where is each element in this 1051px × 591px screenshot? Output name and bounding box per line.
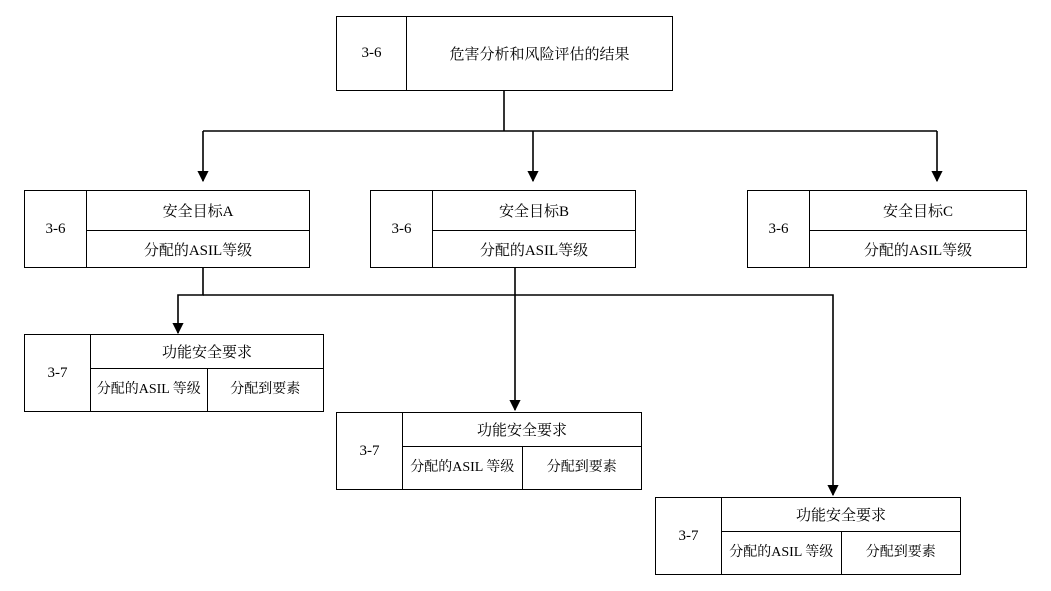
node-title: 危害分析和风险评估的结果 (449, 47, 630, 63)
node-id-cell: 3-7 (656, 498, 722, 574)
node-id-cell: 3-7 (25, 335, 91, 411)
node-asil-cell: 分配的ASIL 等级 (403, 447, 523, 489)
node-element-cell: 分配到要素 (865, 545, 936, 561)
node-safety-goal-b[interactable] (370, 190, 636, 268)
node-element-cell: 分配到要素 (230, 382, 301, 398)
node-asil-cell: 分配的ASIL 等级 (722, 532, 842, 574)
node-body (810, 191, 1026, 267)
node-asil-row: 分配的ASIL等级 (433, 230, 635, 267)
node-title: 安全目标A (162, 204, 234, 220)
node-hara-result[interactable] (336, 16, 673, 91)
node-title: 功能安全要求 (795, 508, 886, 524)
node-body (87, 191, 309, 267)
node-body (403, 413, 641, 489)
node-id-cell: 3-6 (748, 191, 810, 267)
node-id-cell: 3-7 (337, 413, 403, 489)
node-asil-row: 分配的ASIL等级 (810, 230, 1026, 267)
node-id-cell: 3-6 (371, 191, 433, 267)
node-fsr-2[interactable] (336, 412, 642, 490)
node-sub-row (91, 368, 323, 411)
node-element-cell: 分配到要素 (546, 460, 617, 476)
node-id-cell: 3-6 (25, 191, 87, 267)
node-asil-row: 分配的ASIL等级 (87, 230, 309, 267)
node-sub-row (722, 531, 960, 574)
node-id-cell: 3-6 (337, 17, 407, 90)
node-fsr-3[interactable] (655, 497, 961, 575)
node-body (722, 498, 960, 574)
node-title: 功能安全要求 (161, 345, 252, 361)
node-body (407, 17, 672, 90)
node-safety-goal-c[interactable] (747, 190, 1027, 268)
node-asil-cell: 分配的ASIL 等级 (91, 369, 208, 411)
node-title: 安全目标C (882, 204, 953, 220)
node-body (433, 191, 635, 267)
node-fsr-1[interactable] (24, 334, 324, 412)
node-sub-row (403, 446, 641, 489)
node-body (91, 335, 323, 411)
node-title: 安全目标B (498, 204, 569, 220)
node-title: 功能安全要求 (476, 423, 567, 439)
node-safety-goal-a[interactable] (24, 190, 310, 268)
